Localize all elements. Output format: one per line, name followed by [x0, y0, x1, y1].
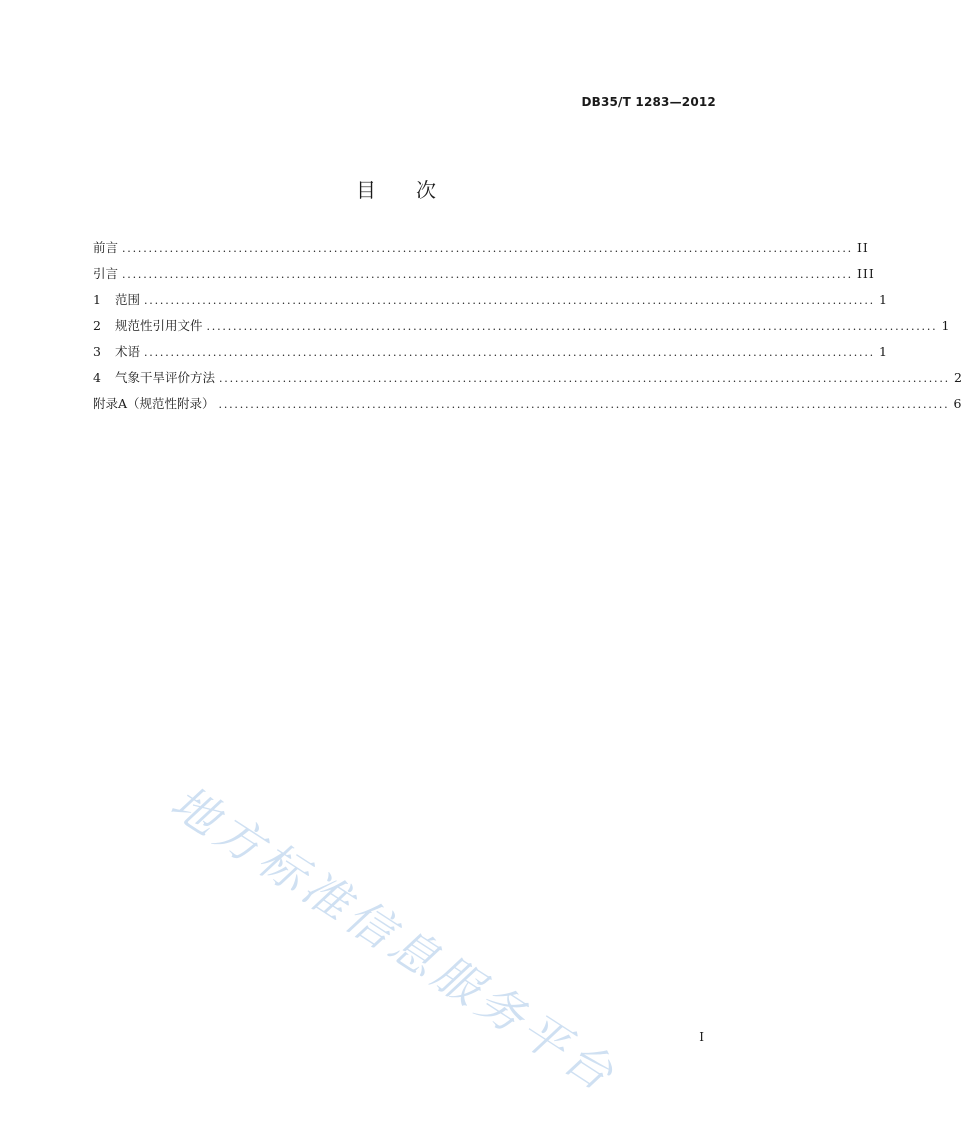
toc-entry-evaluation-method[interactable] [93, 368, 963, 394]
toc-leader-dots: .......................................................................................................................................... [219, 372, 950, 385]
toc-leader-dots: .......................................................................................................................................... [122, 268, 853, 281]
toc-entry-page: 2 [953, 370, 963, 385]
toc-entry-label: 引言 [93, 266, 119, 281]
toc-entry-number: 3 [93, 344, 101, 359]
toc-leader-dots: .......................................................................................................................................... [144, 294, 875, 307]
table-of-contents [93, 238, 963, 420]
toc-entry-appendix-a[interactable] [93, 394, 963, 420]
toc-leader-dots: .......................................................................................................................................... [218, 398, 950, 411]
toc-entry-foreword[interactable] [93, 238, 869, 264]
toc-entry-scope[interactable] [93, 290, 888, 316]
toc-entry-label: 2 规范性引用文件 [93, 316, 203, 336]
document-code: DB35/T 1283—2012 [581, 95, 716, 109]
toc-entry-page: II [856, 240, 869, 255]
page-number: I [699, 1030, 704, 1044]
toc-leader-dots: .......................................................................................................................................... [144, 346, 875, 359]
toc-entry-page: 1 [878, 344, 888, 359]
toc-entry-page: III [856, 266, 875, 281]
toc-leader-dots: .......................................................................................................................................... [122, 242, 853, 255]
toc-entry-label: 3 术语 [93, 342, 140, 362]
page-title: 目次 [356, 178, 476, 202]
toc-entry-normative-references[interactable] [93, 316, 951, 342]
toc-entry-label: 附录A（规范性附录） [93, 396, 215, 411]
toc-entry-number: 4 [93, 370, 101, 385]
toc-entry-page: 6 [953, 396, 963, 411]
toc-entry-page: 1 [941, 318, 951, 333]
toc-entry-label: 4 气象干旱评价方法 [93, 368, 215, 388]
toc-entry-introduction[interactable] [93, 264, 875, 290]
toc-entry-page: 1 [878, 292, 888, 307]
toc-entry-label: 前言 [93, 240, 119, 255]
toc-entry-number: 2 [93, 318, 101, 333]
toc-entry-label: 1 范围 [93, 290, 140, 310]
toc-entry-terms[interactable] [93, 342, 888, 368]
watermark: 地方标准信息服务平台 [161, 774, 628, 1104]
toc-entry-number: 1 [93, 292, 101, 307]
toc-leader-dots: .......................................................................................................................................... [206, 320, 938, 333]
